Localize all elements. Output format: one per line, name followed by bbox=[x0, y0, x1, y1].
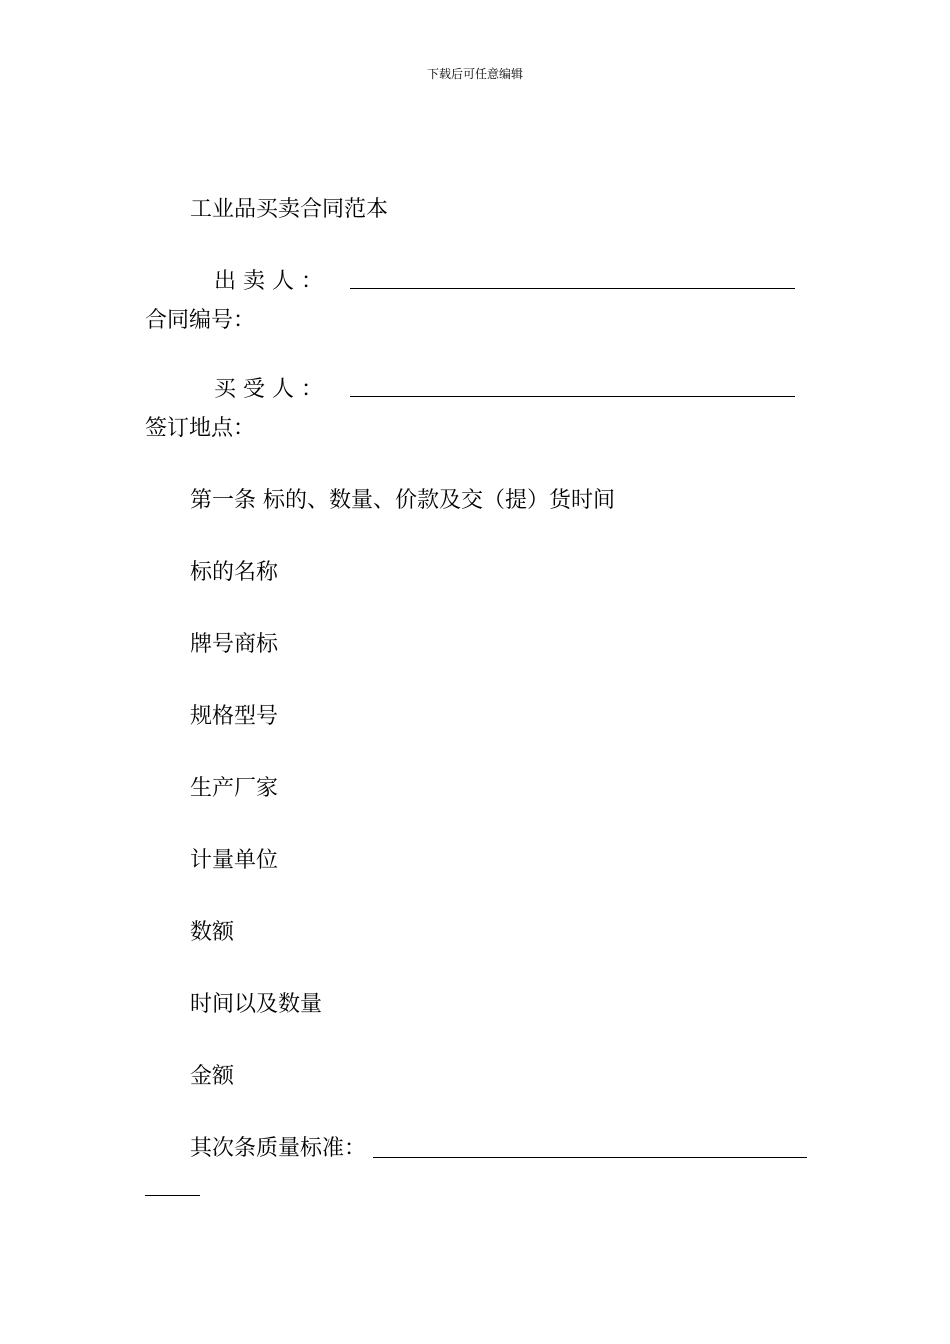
item-time-quantity: 时间以及数量 bbox=[190, 992, 323, 1017]
item-brand-trademark: 牌号商标 bbox=[190, 632, 279, 657]
item-money: 金额 bbox=[190, 1064, 235, 1089]
item-subject-name: 标的名称 bbox=[190, 560, 279, 585]
quality-standard-blank-line bbox=[373, 1157, 807, 1158]
contract-number-label: 合同编号： bbox=[145, 308, 256, 333]
seller-blank-line bbox=[350, 288, 795, 289]
item-unit: 计量单位 bbox=[190, 848, 279, 873]
quality-standard-blank-continuation bbox=[145, 1195, 200, 1196]
article-2-label: 其次条质量标准： bbox=[190, 1136, 367, 1161]
buyer-blank-line bbox=[350, 396, 795, 397]
document-title: 工业品买卖合同范本 bbox=[190, 197, 389, 222]
header-note: 下载后可任意编辑 bbox=[426, 67, 523, 81]
article-1-title: 第一条 标的、数量、价款及交（提）货时间 bbox=[190, 488, 615, 513]
item-manufacturer: 生产厂家 bbox=[190, 776, 279, 801]
item-amount: 数额 bbox=[190, 920, 235, 945]
buyer-label: 买 受 人 ： bbox=[214, 377, 323, 402]
item-spec-model: 规格型号 bbox=[190, 704, 279, 729]
signing-place-label: 签订地点： bbox=[145, 416, 256, 441]
seller-label: 出 卖 人 ： bbox=[214, 269, 323, 294]
